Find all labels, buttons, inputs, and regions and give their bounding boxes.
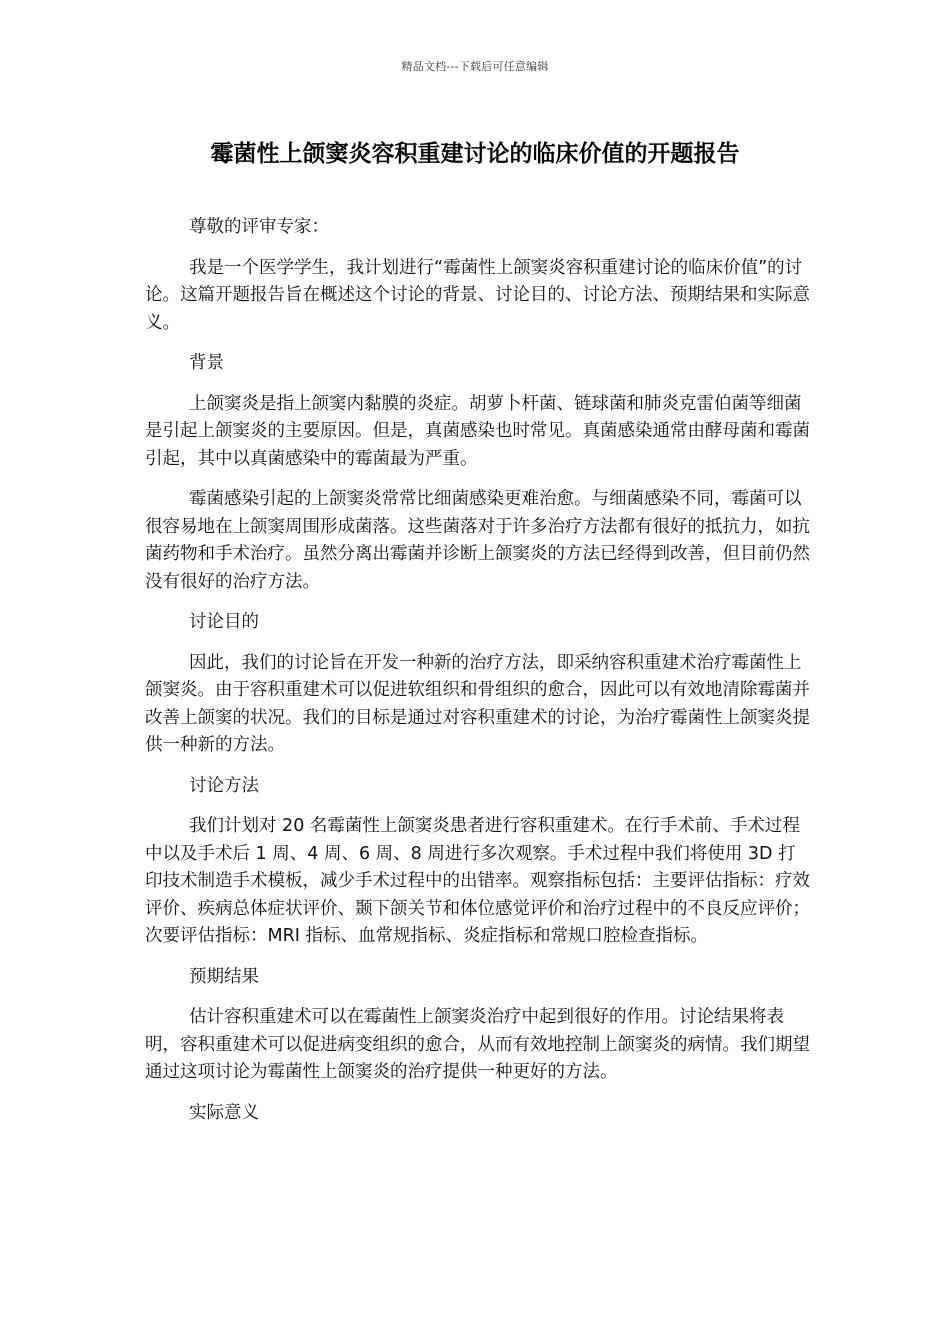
header-note: 精品文档---下载后可任意编辑: [401, 60, 549, 73]
purpose-paragraph: 因此，我们的讨论旨在开发一种新的治疗方法，即采纳容积重建术治疗霉菌性上颌窦炎。由于容积重建术可以促进软组织和骨组织的愈合，因此可以有效地清除霉菌并改善上颌窦的状况。我们的目标是通过对容积重建术的讨论，为治疗霉菌性上颌窦炎提供一种新的方法。: [145, 652, 810, 755]
section-heading-background: 背景: [189, 353, 224, 373]
section-heading-purpose: 讨论目的: [189, 612, 259, 632]
intro-paragraph: 我是一个医学学生，我计划进行“霉菌性上颌窦炎容积重建讨论的临床价值”的讨论。这篇开题报告旨在概述这个讨论的背景、讨论目的、讨论方法、预期结果和实际意义。: [145, 257, 810, 333]
document-title: 霉菌性上颌窦炎容积重建讨论的临床价值的开题报告: [210, 141, 740, 167]
background-paragraph-1: 上颌窦炎是指上颌窦内黏膜的炎症。胡萝卜杆菌、链球菌和肺炎克雷伯菌等细菌是引起上颌窦炎的主要原因。但是，真菌感染也时常见。真菌感染通常由酵母菌和霉菌引起，其中以真菌感染中的霉菌最为严重。: [145, 393, 810, 469]
section-heading-expected: 预期结果: [189, 966, 259, 987]
salutation: 尊敬的评审专家：: [189, 217, 329, 237]
method-paragraph: 我们计划对 20 名霉菌性上颌窦炎患者进行容积重建术。在行手术前、手术过程中以及手术后 1 周、4 周、6 周、8 周进行多次观察。手术过程中我们将使用 3D 打印技术制造手术模板，减少手术过程中的出错率。观察指标包括：主要评估指标：疗效评价、疾病总体症状评价、颞下颌关节和体位感觉评价和治疗过程中的不良反应评价；次要评估指标：MRI 指标、血常规指标、炎症指标和常规口腔检查指标。: [145, 816, 810, 946]
section-heading-method: 讨论方法: [189, 775, 259, 796]
document-body: [145, 214, 813, 1140]
section-heading-significance: 实际意义: [189, 1102, 259, 1123]
background-paragraph-2: 霉菌感染引起的上颌窦炎常常比细菌感染更难治愈。与细菌感染不同，霉菌可以很容易地在上颌窦周围形成菌落。这些菌落对于许多治疗方法都有很好的抵抗力，如抗菌药物和手术治疗。虽然分离出霉菌并诊断上颌窦炎的方法已经得到改善，但目前仍然没有很好的治疗方法。: [145, 489, 810, 592]
expected-paragraph: 估计容积重建术可以在霉菌性上颌窦炎治疗中起到很好的作用。讨论结果将表明，容积重建术可以促进病变组织的愈合，从而有效地控制上颌窦炎的病情。我们期望通过这项讨论为霉菌性上颌窦炎的治疗提供一种更好的方法。: [145, 1007, 810, 1082]
